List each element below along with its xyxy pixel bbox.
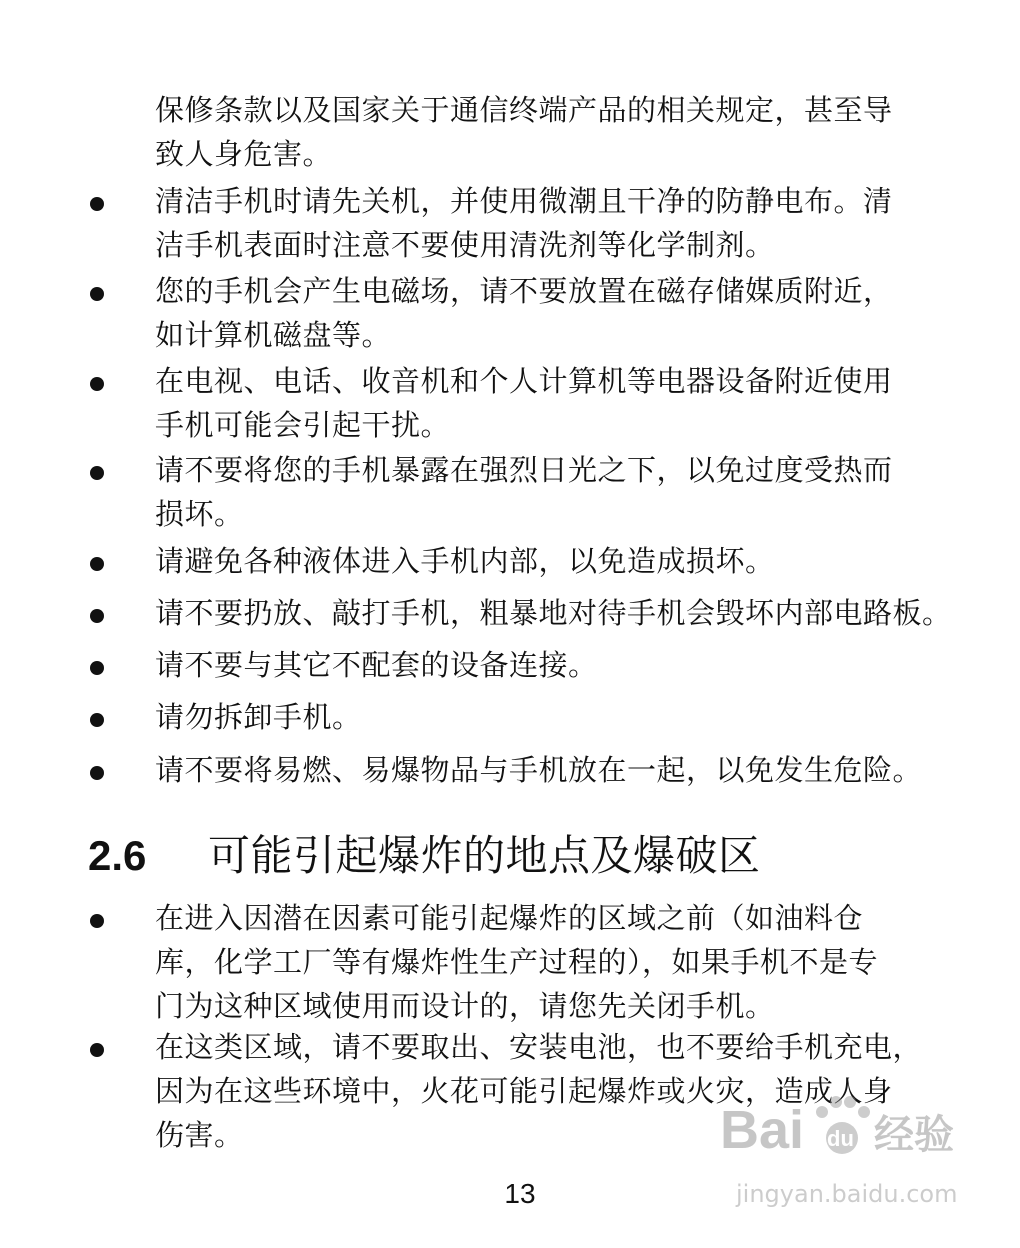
list-item-line: 在电视、电话、收音机和个人计算机等电器设备附近使用 (155, 364, 893, 398)
list-item-line: 您的手机会产生电磁场，请不要放置在磁存储媒质附近， (155, 274, 893, 308)
svg-text:经验: 经验 (874, 1112, 954, 1158)
list-item-line: 请勿拆卸手机。 (155, 700, 362, 734)
list-item-line: 清洁手机时请先关机，并使用微潮且干净的防静电布。清 (155, 184, 893, 218)
intro-line-1: 保修条款以及国家关于通信终端产品的相关规定，甚至导 (155, 93, 893, 127)
list-item-line: 请避免各种液体进入手机内部，以免造成损坏。 (155, 544, 775, 578)
list-item-line: 损坏。 (155, 497, 244, 531)
bullet-marker (90, 914, 104, 928)
bullet-marker (90, 197, 104, 211)
bullet-marker (90, 377, 104, 391)
list-item-line: 请不要与其它不配套的设备连接。 (155, 648, 598, 682)
section-number: 2.6 (88, 832, 147, 879)
list-item-line: 在这类区域，请不要取出、安装电池，也不要给手机充电， (155, 1030, 923, 1064)
section-heading (88, 826, 968, 886)
list-item-line: 伤害。 (155, 1118, 244, 1152)
list-item-line: 请不要将易燃、易爆物品与手机放在一起，以免发生危险。 (155, 753, 923, 787)
list-item (155, 179, 970, 267)
list-item (155, 896, 970, 1028)
list-item-line: 请不要扔放、敲打手机，粗暴地对待手机会毁坏内部电路板。 (155, 596, 952, 630)
list-item (155, 359, 970, 447)
list-item (155, 1025, 970, 1157)
page-number: 13 (504, 1178, 536, 1209)
bullet-marker (90, 287, 104, 301)
bullet-marker (90, 1043, 104, 1057)
list-item (155, 591, 970, 635)
bullet-marker (90, 466, 104, 480)
bullet-marker (90, 557, 104, 571)
section-title: 可能引起爆炸的地点及爆破区 (208, 831, 761, 880)
list-item (155, 448, 970, 536)
bullet-marker (90, 713, 104, 727)
list-item (155, 269, 970, 357)
svg-text:Bai: Bai (720, 1100, 805, 1160)
list-item-line: 在进入因潜在因素可能引起爆炸的区域之前（如油料仓 (155, 901, 864, 935)
list-item-line: 手机可能会引起干扰。 (155, 408, 451, 442)
bullet-marker (90, 766, 104, 780)
list-item-line: 门为这种区域使用而设计的，请您先关闭手机。 (155, 989, 775, 1023)
list-item-line: 如计算机磁盘等。 (155, 318, 392, 352)
list-item (155, 695, 970, 739)
intro-paragraph (155, 88, 970, 176)
bullet-marker (90, 609, 104, 623)
list-item-line: 库，化学工厂等有爆炸性生产过程的），如果手机不是专 (155, 945, 879, 979)
intro-line-2: 致人身危害。 (155, 137, 333, 171)
list-item (155, 539, 970, 583)
list-item (155, 643, 970, 687)
list-item (155, 748, 970, 792)
bullet-marker (90, 661, 104, 675)
list-item-line: 因为在这些环境中，火花可能引起爆炸或火灾，造成人身 (155, 1074, 893, 1108)
list-item-line: 洁手机表面时注意不要使用清洗剂等化学制剂。 (155, 228, 775, 262)
svg-text:du: du (827, 1126, 854, 1151)
list-item-line: 请不要将您的手机暴露在强烈日光之下，以免过度受热而 (155, 453, 893, 487)
watermark-url: jingyan.baidu.com (736, 1180, 958, 1208)
